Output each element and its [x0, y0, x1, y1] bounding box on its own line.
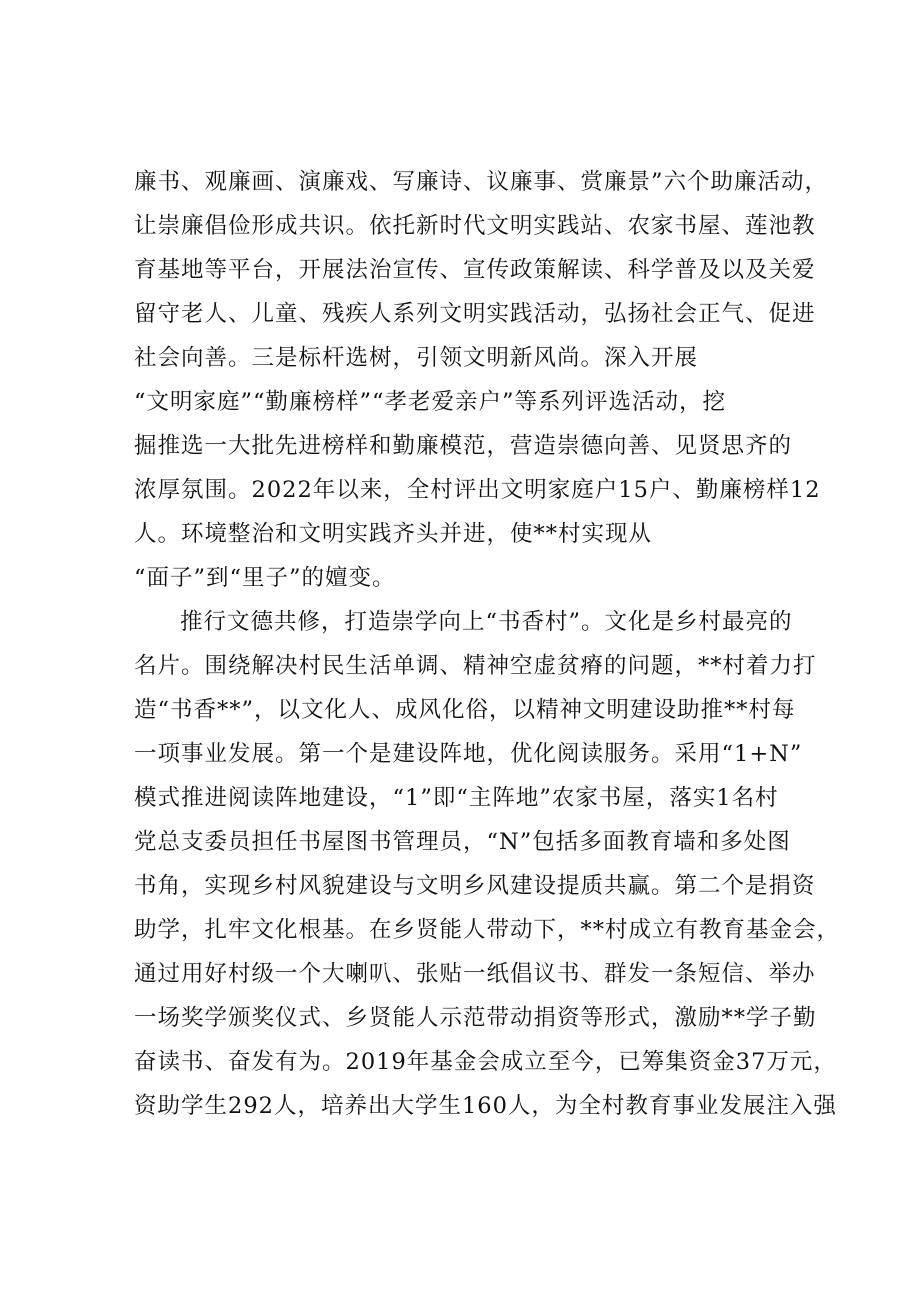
text-line: 让崇廉倡俭形成共识。依托新时代文明实践站、农家书屋、莲池教 [134, 213, 816, 239]
text-line: “文明家庭”“勤廉榜样”“孝老爱亲户”等系列评选活动，挖 [134, 389, 727, 415]
text-line: 名片。围绕解决村民生活单调、精神空虚贫瘠的问题，**村着力打 [134, 653, 817, 679]
text-line: 廉书、观廉画、演廉戏、写廉诗、议廉事、赏廉景”六个助廉活动， [134, 169, 829, 195]
text-line: 奋读书、奋发有为。2019年基金会成立至今，已筹集资金37万元， [134, 1049, 837, 1075]
text-line: 造“书香**”，以文化人、成风化俗，以精神文明建设助推**村每 [134, 697, 796, 723]
paragraph-first-line: 推行文德共修，打造崇学向上“书香村”。文化是乡村最亮的 [180, 609, 793, 635]
text-line: “面子”到“里子”的嬗变。 [134, 565, 396, 591]
text-line: 育基地等平台，开展法治宣传、宣传政策解读、科学普及以及关爱 [134, 257, 816, 283]
text-line: 一场奖学颁奖仪式、乡贤能人示范带动捐资等形式，激励**学子勤 [134, 1005, 817, 1031]
text-line: 人。环境整治和文明实践齐头并进，使**村实现从 [134, 521, 653, 547]
text-line: 书角，实现乡村风貌建设与文明乡风建设提质共赢。第二个是捐资 [134, 873, 816, 899]
text-line: 助学，扎牢文化根基。在乡贤能人带动下，**村成立有教育基金会， [134, 917, 841, 943]
text-line: 留守老人、儿童、残疾人系列文明实践活动，弘扬社会正气、促进 [134, 301, 816, 327]
text-line: 掘推选一大批先进榜样和勤廉模范，营造崇德向善、见贤思齐的 [134, 433, 793, 459]
text-line: 社会向善。三是标杆选树，引领文明新风尚。深入开展 [134, 345, 699, 371]
text-line: 模式推进阅读阵地建设，“1”即“主阵地”农家书屋，落实1名村 [134, 785, 779, 811]
text-line: 通过用好村级一个大喇叭、张贴一纸倡议书、群发一条短信、举办 [134, 961, 816, 987]
text-line: 党总支委员担任书屋图书管理员，“N”包括多面教育墙和多处图 [134, 829, 791, 855]
text-line: 资助学生292人，培养出大学生160人，为全村教育事业发展注入强 [134, 1093, 837, 1119]
text-line: 一项事业发展。第一个是建设阵地，优化阅读服务。采用“1+N” [134, 741, 803, 767]
text-line: 浓厚氛围。2022年以来，全村评出文明家庭户15户、勤廉榜样12 [134, 477, 821, 503]
